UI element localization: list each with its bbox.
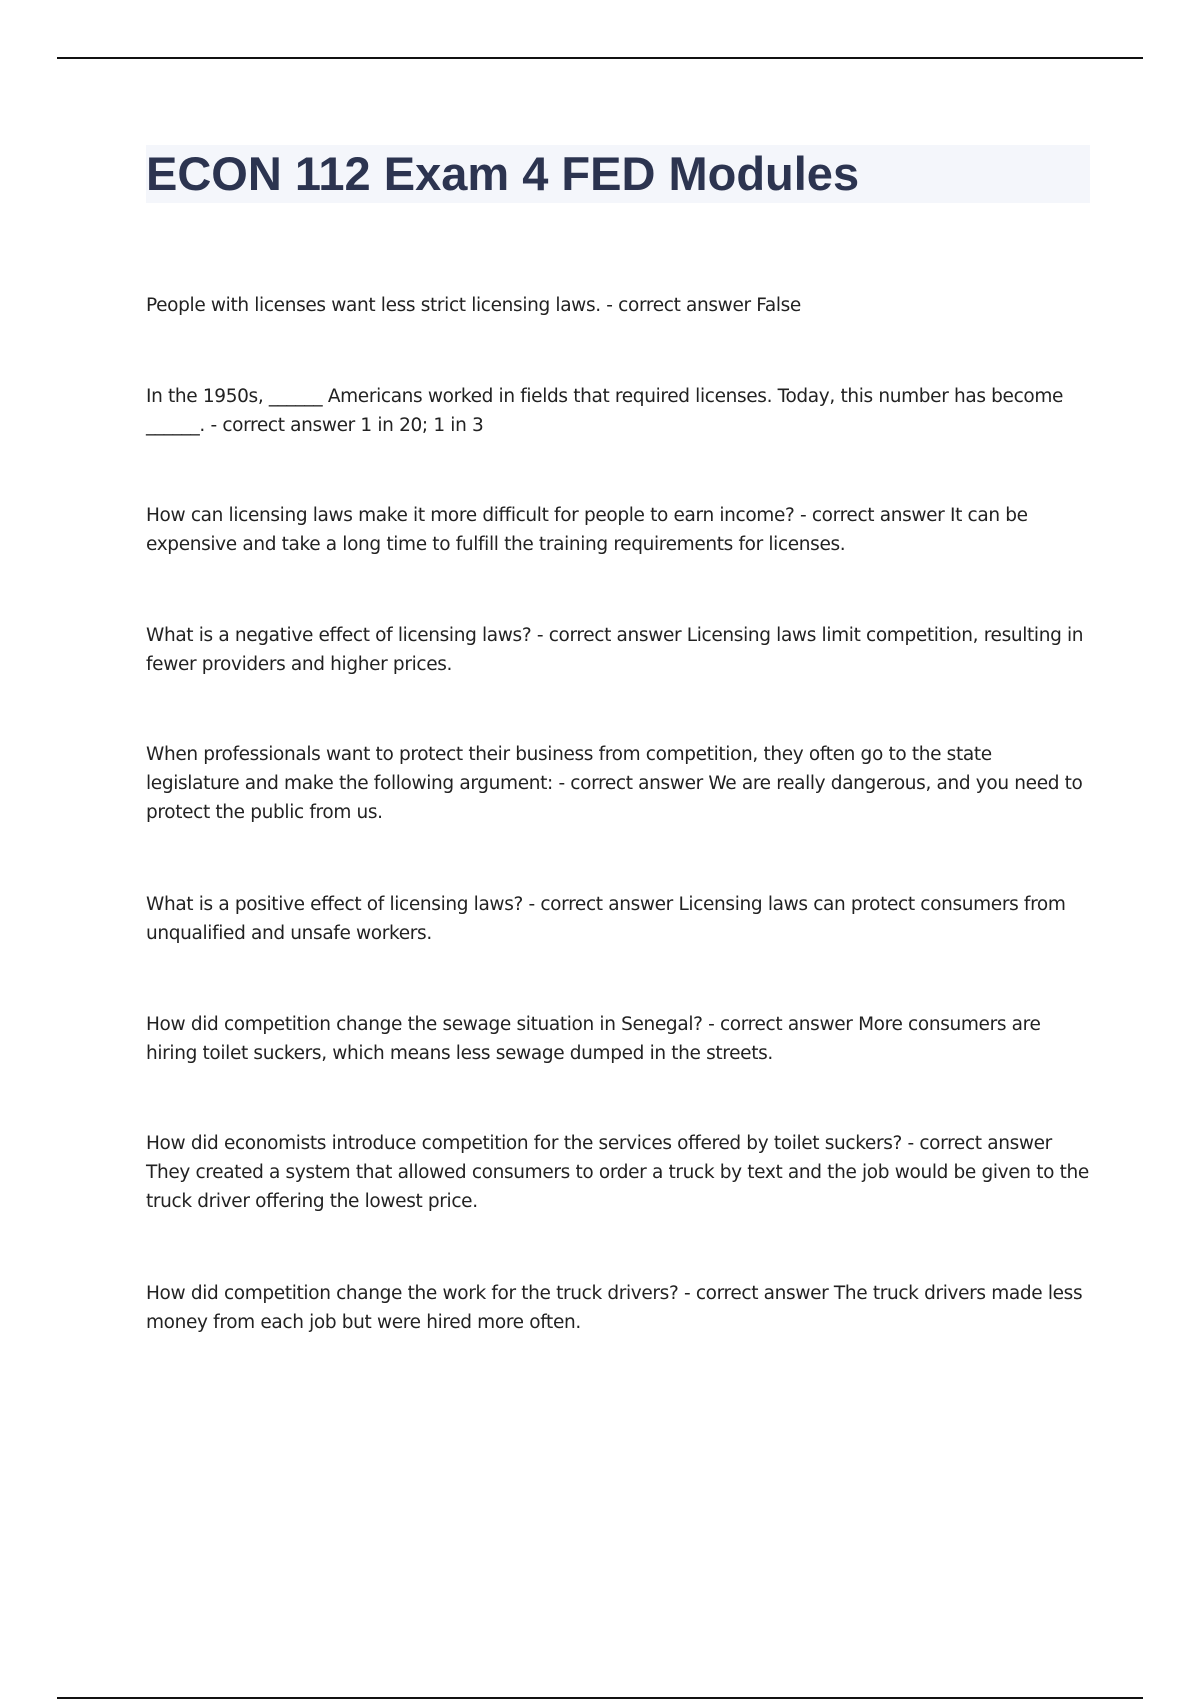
- qa-item-3: How can licensing laws make it more difficult for people to earn income? - correct answer It can be expensive and take a long time to fulfill the training requirements for licenses.: [146, 505, 1028, 555]
- qa-item-8: How did economists introduce competition for the services offered by toilet suckers? - correct answer They created a system that allowed consumers to order a truck by text and the job would be given to the truck driver offering the lowest price.: [146, 1133, 1089, 1212]
- bottom-rule: [57, 1697, 1143, 1699]
- document-title: ECON 112 Exam 4 FED Modules: [146, 147, 860, 200]
- top-rule: [57, 57, 1143, 59]
- qa-item-1: People with licenses want less strict licensing laws. - correct answer False: [146, 295, 801, 316]
- qa-item-9: How did competition change the work for the truck drivers? - correct answer The truck drivers made less money from each job but were hired more often.: [146, 1283, 1083, 1333]
- qa-item-5: When professionals want to protect their business from competition, they often go to the state legislature and make the following argument: - correct answer We are really dangerous, and you need to protect the public from us.: [146, 744, 1083, 823]
- qa-item-4: What is a negative effect of licensing laws? - correct answer Licensing laws limit competition, resulting in fewer providers and higher prices.: [146, 625, 1084, 675]
- qa-item-7: How did competition change the sewage situation in Senegal? - correct answer More consumers are hiring toilet suckers, which means less sewage dumped in the streets.: [146, 1014, 1041, 1064]
- qa-item-6: What is a positive effect of licensing laws? - correct answer Licensing laws can protect consumers from unqualified and unsafe workers.: [146, 894, 1066, 944]
- qa-item-2: In the 1950s, ______ Americans worked in fields that required licenses. Today, this number has become ______. - correct answer 1 in 20; 1 in 3: [146, 386, 1064, 436]
